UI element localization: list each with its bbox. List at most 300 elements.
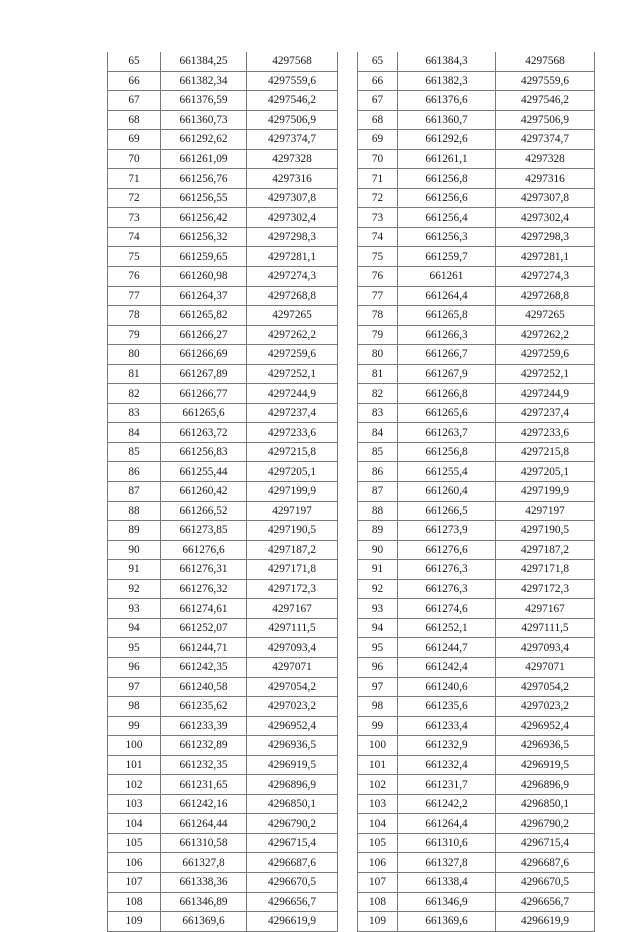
table-row <box>358 892 595 912</box>
y-coordinate-cell: 4297171,8 <box>247 560 338 580</box>
point-number-cell: 85 <box>358 442 398 462</box>
y-coordinate-cell: 4297199,9 <box>496 482 595 502</box>
x-coordinate-cell: 661256,8 <box>398 169 496 189</box>
y-coordinate-cell: 4297187,2 <box>247 540 338 560</box>
point-number-cell: 93 <box>358 599 398 619</box>
table-row <box>108 912 338 932</box>
x-coordinate-cell: 661235,62 <box>161 697 247 717</box>
y-coordinate-cell: 4297054,2 <box>247 677 338 697</box>
point-number-cell: 109 <box>108 912 161 932</box>
table-row <box>358 599 595 619</box>
x-coordinate-cell: 661263,7 <box>398 423 496 443</box>
table-row <box>358 462 595 482</box>
point-number-cell: 97 <box>108 677 161 697</box>
y-coordinate-cell: 4297093,4 <box>496 638 595 658</box>
x-coordinate-cell: 661256,55 <box>161 188 247 208</box>
point-number-cell: 74 <box>358 227 398 247</box>
y-coordinate-cell: 4297328 <box>247 149 338 169</box>
x-coordinate-cell: 661264,44 <box>161 814 247 834</box>
x-coordinate-cell: 661235,6 <box>398 697 496 717</box>
coordinates-table-left <box>107 52 338 932</box>
x-coordinate-cell: 661233,39 <box>161 716 247 736</box>
y-coordinate-cell: 4297328 <box>496 149 595 169</box>
point-number-cell: 92 <box>358 579 398 599</box>
table-row <box>358 130 595 150</box>
table-row <box>108 286 338 306</box>
y-coordinate-cell: 4297281,1 <box>247 247 338 267</box>
table-row <box>358 149 595 169</box>
coordinates-table-right <box>357 52 595 932</box>
x-coordinate-cell: 661256,6 <box>398 188 496 208</box>
x-coordinate-cell: 661256,76 <box>161 169 247 189</box>
x-coordinate-cell: 661252,07 <box>161 618 247 638</box>
y-coordinate-cell: 4296936,5 <box>247 736 338 756</box>
table-row <box>358 833 595 853</box>
point-number-cell: 104 <box>108 814 161 834</box>
table-row <box>358 384 595 404</box>
x-coordinate-cell: 661265,8 <box>398 306 496 326</box>
point-number-cell: 102 <box>108 775 161 795</box>
point-number-cell: 101 <box>108 755 161 775</box>
point-number-cell: 104 <box>358 814 398 834</box>
x-coordinate-cell: 661382,3 <box>398 71 496 91</box>
point-number-cell: 73 <box>358 208 398 228</box>
point-number-cell: 98 <box>358 697 398 717</box>
table-row <box>358 560 595 580</box>
table-row <box>108 482 338 502</box>
table-row <box>108 716 338 736</box>
point-number-cell: 94 <box>108 618 161 638</box>
table-row <box>108 540 338 560</box>
point-number-cell: 86 <box>108 462 161 482</box>
point-number-cell: 79 <box>108 325 161 345</box>
point-number-cell: 70 <box>108 149 161 169</box>
table-row <box>108 345 338 365</box>
point-number-cell: 76 <box>108 267 161 287</box>
table-row <box>108 872 338 892</box>
y-coordinate-cell: 4297197 <box>496 501 595 521</box>
point-number-cell: 99 <box>358 716 398 736</box>
y-coordinate-cell: 4297298,3 <box>247 227 338 247</box>
x-coordinate-cell: 661252,1 <box>398 618 496 638</box>
x-coordinate-cell: 661266,52 <box>161 501 247 521</box>
y-coordinate-cell: 4297171,8 <box>496 560 595 580</box>
point-number-cell: 98 <box>108 697 161 717</box>
x-coordinate-cell: 661264,4 <box>398 286 496 306</box>
point-number-cell: 87 <box>108 482 161 502</box>
table-row <box>108 677 338 697</box>
point-number-cell: 95 <box>108 638 161 658</box>
y-coordinate-cell: 4297568 <box>496 52 595 71</box>
point-number-cell: 101 <box>358 755 398 775</box>
table-row <box>108 52 338 71</box>
table-row <box>358 736 595 756</box>
x-coordinate-cell: 661242,16 <box>161 794 247 814</box>
x-coordinate-cell: 661266,7 <box>398 345 496 365</box>
table-row <box>358 912 595 932</box>
x-coordinate-cell: 661266,69 <box>161 345 247 365</box>
table-row <box>358 169 595 189</box>
table-row <box>108 71 338 91</box>
y-coordinate-cell: 4297307,8 <box>496 188 595 208</box>
point-number-cell: 66 <box>108 71 161 91</box>
x-coordinate-cell: 661265,6 <box>398 403 496 423</box>
x-coordinate-cell: 661267,9 <box>398 364 496 384</box>
y-coordinate-cell: 4297568 <box>247 52 338 71</box>
y-coordinate-cell: 4297268,8 <box>247 286 338 306</box>
point-number-cell: 86 <box>358 462 398 482</box>
y-coordinate-cell: 4297274,3 <box>496 267 595 287</box>
y-coordinate-cell: 4296896,9 <box>247 775 338 795</box>
table-row <box>108 247 338 267</box>
y-coordinate-cell: 4296715,4 <box>496 833 595 853</box>
x-coordinate-cell: 661267,89 <box>161 364 247 384</box>
y-coordinate-cell: 4296619,9 <box>496 912 595 932</box>
y-coordinate-cell: 4297281,1 <box>496 247 595 267</box>
point-number-cell: 83 <box>358 403 398 423</box>
x-coordinate-cell: 661265,6 <box>161 403 247 423</box>
point-number-cell: 102 <box>358 775 398 795</box>
point-number-cell: 81 <box>108 364 161 384</box>
x-coordinate-cell: 661276,3 <box>398 560 496 580</box>
y-coordinate-cell: 4297265 <box>247 306 338 326</box>
x-coordinate-cell: 661292,62 <box>161 130 247 150</box>
point-number-cell: 67 <box>358 91 398 111</box>
table-row <box>358 872 595 892</box>
x-coordinate-cell: 661274,61 <box>161 599 247 619</box>
table-row <box>358 618 595 638</box>
table-row <box>358 501 595 521</box>
point-number-cell: 109 <box>358 912 398 932</box>
table-row <box>358 91 595 111</box>
point-number-cell: 95 <box>358 638 398 658</box>
y-coordinate-cell: 4296952,4 <box>496 716 595 736</box>
table-row <box>358 638 595 658</box>
point-number-cell: 105 <box>358 833 398 853</box>
point-number-cell: 108 <box>108 892 161 912</box>
point-number-cell: 80 <box>108 345 161 365</box>
point-number-cell: 76 <box>358 267 398 287</box>
table-row <box>358 247 595 267</box>
y-coordinate-cell: 4297190,5 <box>247 521 338 541</box>
x-coordinate-cell: 661369,6 <box>161 912 247 932</box>
table-row <box>358 286 595 306</box>
x-coordinate-cell: 661256,83 <box>161 442 247 462</box>
x-coordinate-cell: 661310,58 <box>161 833 247 853</box>
y-coordinate-cell: 4296687,6 <box>247 853 338 873</box>
x-coordinate-cell: 661360,7 <box>398 110 496 130</box>
point-number-cell: 107 <box>358 872 398 892</box>
table-row <box>108 188 338 208</box>
y-coordinate-cell: 4296790,2 <box>247 814 338 834</box>
y-coordinate-cell: 4297259,6 <box>247 345 338 365</box>
table-row <box>108 501 338 521</box>
y-coordinate-cell: 4297265 <box>496 306 595 326</box>
point-number-cell: 84 <box>108 423 161 443</box>
table-row <box>358 755 595 775</box>
x-coordinate-cell: 661346,89 <box>161 892 247 912</box>
y-coordinate-cell: 4296919,5 <box>247 755 338 775</box>
x-coordinate-cell: 661261,09 <box>161 149 247 169</box>
table-row <box>108 697 338 717</box>
y-coordinate-cell: 4297172,3 <box>247 579 338 599</box>
y-coordinate-cell: 4296952,4 <box>247 716 338 736</box>
point-number-cell: 100 <box>358 736 398 756</box>
point-number-cell: 97 <box>358 677 398 697</box>
y-coordinate-cell: 4296790,2 <box>496 814 595 834</box>
table-row <box>358 227 595 247</box>
table-row <box>108 169 338 189</box>
y-coordinate-cell: 4296850,1 <box>247 794 338 814</box>
x-coordinate-cell: 661263,72 <box>161 423 247 443</box>
x-coordinate-cell: 661266,8 <box>398 384 496 404</box>
point-number-cell: 89 <box>108 521 161 541</box>
x-coordinate-cell: 661231,7 <box>398 775 496 795</box>
y-coordinate-cell: 4297233,6 <box>247 423 338 443</box>
x-coordinate-cell: 661233,4 <box>398 716 496 736</box>
x-coordinate-cell: 661260,42 <box>161 482 247 502</box>
y-coordinate-cell: 4297546,2 <box>496 91 595 111</box>
x-coordinate-cell: 661276,31 <box>161 560 247 580</box>
table-row <box>358 853 595 873</box>
table-row <box>358 442 595 462</box>
table-row <box>358 306 595 326</box>
x-coordinate-cell: 661232,89 <box>161 736 247 756</box>
x-coordinate-cell: 661274,6 <box>398 599 496 619</box>
y-coordinate-cell: 4297559,6 <box>496 71 595 91</box>
x-coordinate-cell: 661327,8 <box>161 853 247 873</box>
x-coordinate-cell: 661232,9 <box>398 736 496 756</box>
table-row <box>108 325 338 345</box>
table-row <box>108 267 338 287</box>
y-coordinate-cell: 4297172,3 <box>496 579 595 599</box>
table-row <box>108 599 338 619</box>
y-coordinate-cell: 4297111,5 <box>247 618 338 638</box>
point-number-cell: 103 <box>358 794 398 814</box>
x-coordinate-cell: 661242,4 <box>398 657 496 677</box>
table-row <box>108 384 338 404</box>
table-row <box>108 618 338 638</box>
table-body <box>358 52 595 931</box>
table-row <box>108 227 338 247</box>
table-row <box>358 814 595 834</box>
y-coordinate-cell: 4297215,8 <box>496 442 595 462</box>
x-coordinate-cell: 661338,4 <box>398 872 496 892</box>
point-number-cell: 96 <box>358 657 398 677</box>
x-coordinate-cell: 661256,42 <box>161 208 247 228</box>
point-number-cell: 71 <box>108 169 161 189</box>
point-number-cell: 65 <box>108 52 161 71</box>
x-coordinate-cell: 661231,65 <box>161 775 247 795</box>
y-coordinate-cell: 4297023,2 <box>247 697 338 717</box>
x-coordinate-cell: 661255,4 <box>398 462 496 482</box>
point-number-cell: 99 <box>108 716 161 736</box>
y-coordinate-cell: 4297298,3 <box>496 227 595 247</box>
y-coordinate-cell: 4296850,1 <box>496 794 595 814</box>
table-row <box>108 403 338 423</box>
x-coordinate-cell: 661242,2 <box>398 794 496 814</box>
point-number-cell: 68 <box>108 110 161 130</box>
x-coordinate-cell: 661266,77 <box>161 384 247 404</box>
point-number-cell: 77 <box>108 286 161 306</box>
point-number-cell: 90 <box>358 540 398 560</box>
x-coordinate-cell: 661266,27 <box>161 325 247 345</box>
point-number-cell: 81 <box>358 364 398 384</box>
point-number-cell: 72 <box>358 188 398 208</box>
x-coordinate-cell: 661240,58 <box>161 677 247 697</box>
point-number-cell: 73 <box>108 208 161 228</box>
point-number-cell: 84 <box>358 423 398 443</box>
table-body <box>108 52 338 931</box>
x-coordinate-cell: 661327,8 <box>398 853 496 873</box>
table-row <box>358 677 595 697</box>
y-coordinate-cell: 4297506,9 <box>247 110 338 130</box>
y-coordinate-cell: 4297167 <box>247 599 338 619</box>
x-coordinate-cell: 661376,59 <box>161 91 247 111</box>
x-coordinate-cell: 661266,5 <box>398 501 496 521</box>
x-coordinate-cell: 661310,6 <box>398 833 496 853</box>
table-row <box>108 833 338 853</box>
table-row <box>358 540 595 560</box>
table-row <box>108 521 338 541</box>
y-coordinate-cell: 4297071 <box>496 657 595 677</box>
point-number-cell: 72 <box>108 188 161 208</box>
point-number-cell: 85 <box>108 442 161 462</box>
table-row <box>108 775 338 795</box>
x-coordinate-cell: 661242,35 <box>161 657 247 677</box>
y-coordinate-cell: 4296656,7 <box>247 892 338 912</box>
y-coordinate-cell: 4297506,9 <box>496 110 595 130</box>
y-coordinate-cell: 4297268,8 <box>496 286 595 306</box>
table-row <box>358 697 595 717</box>
point-number-cell: 91 <box>358 560 398 580</box>
y-coordinate-cell: 4297374,7 <box>496 130 595 150</box>
x-coordinate-cell: 661232,35 <box>161 755 247 775</box>
point-number-cell: 74 <box>108 227 161 247</box>
x-coordinate-cell: 661232,4 <box>398 755 496 775</box>
y-coordinate-cell: 4297244,9 <box>496 384 595 404</box>
x-coordinate-cell: 661384,25 <box>161 52 247 71</box>
point-number-cell: 75 <box>358 247 398 267</box>
x-coordinate-cell: 661261,1 <box>398 149 496 169</box>
point-number-cell: 94 <box>358 618 398 638</box>
table-row <box>358 208 595 228</box>
table-row <box>358 71 595 91</box>
y-coordinate-cell: 4297205,1 <box>496 462 595 482</box>
y-coordinate-cell: 4297111,5 <box>496 618 595 638</box>
y-coordinate-cell: 4297252,1 <box>496 364 595 384</box>
point-number-cell: 100 <box>108 736 161 756</box>
y-coordinate-cell: 4296715,4 <box>247 833 338 853</box>
point-number-cell: 69 <box>358 130 398 150</box>
point-number-cell: 78 <box>108 306 161 326</box>
y-coordinate-cell: 4297187,2 <box>496 540 595 560</box>
y-coordinate-cell: 4297252,1 <box>247 364 338 384</box>
x-coordinate-cell: 661369,6 <box>398 912 496 932</box>
table-row <box>358 521 595 541</box>
table-row <box>358 482 595 502</box>
point-number-cell: 89 <box>358 521 398 541</box>
point-number-cell: 88 <box>358 501 398 521</box>
point-number-cell: 91 <box>108 560 161 580</box>
y-coordinate-cell: 4296656,7 <box>496 892 595 912</box>
point-number-cell: 75 <box>108 247 161 267</box>
point-number-cell: 105 <box>108 833 161 853</box>
x-coordinate-cell: 661256,32 <box>161 227 247 247</box>
y-coordinate-cell: 4297262,2 <box>247 325 338 345</box>
point-number-cell: 92 <box>108 579 161 599</box>
point-number-cell: 83 <box>108 403 161 423</box>
point-number-cell: 88 <box>108 501 161 521</box>
table-row <box>108 442 338 462</box>
y-coordinate-cell: 4297259,6 <box>496 345 595 365</box>
table-row <box>358 794 595 814</box>
y-coordinate-cell: 4297233,6 <box>496 423 595 443</box>
y-coordinate-cell: 4297054,2 <box>496 677 595 697</box>
x-coordinate-cell: 661338,36 <box>161 872 247 892</box>
y-coordinate-cell: 4297237,4 <box>247 403 338 423</box>
x-coordinate-cell: 661255,44 <box>161 462 247 482</box>
y-coordinate-cell: 4297167 <box>496 599 595 619</box>
point-number-cell: 106 <box>108 853 161 873</box>
x-coordinate-cell: 661276,6 <box>161 540 247 560</box>
x-coordinate-cell: 661244,7 <box>398 638 496 658</box>
table-row <box>358 423 595 443</box>
x-coordinate-cell: 661261 <box>398 267 496 287</box>
x-coordinate-cell: 661276,32 <box>161 579 247 599</box>
x-coordinate-cell: 661273,9 <box>398 521 496 541</box>
y-coordinate-cell: 4297307,8 <box>247 188 338 208</box>
point-number-cell: 71 <box>358 169 398 189</box>
table-row <box>108 306 338 326</box>
x-coordinate-cell: 661240,6 <box>398 677 496 697</box>
point-number-cell: 107 <box>108 872 161 892</box>
x-coordinate-cell: 661292,6 <box>398 130 496 150</box>
point-number-cell: 90 <box>108 540 161 560</box>
y-coordinate-cell: 4297215,8 <box>247 442 338 462</box>
table-row <box>358 364 595 384</box>
x-coordinate-cell: 661259,7 <box>398 247 496 267</box>
table-row <box>358 110 595 130</box>
point-number-cell: 68 <box>358 110 398 130</box>
point-number-cell: 70 <box>358 149 398 169</box>
y-coordinate-cell: 4297199,9 <box>247 482 338 502</box>
x-coordinate-cell: 661256,8 <box>398 442 496 462</box>
x-coordinate-cell: 661260,98 <box>161 267 247 287</box>
table-row <box>108 814 338 834</box>
point-number-cell: 82 <box>358 384 398 404</box>
y-coordinate-cell: 4297023,2 <box>496 697 595 717</box>
y-coordinate-cell: 4297237,4 <box>496 403 595 423</box>
table-row <box>358 579 595 599</box>
y-coordinate-cell: 4297244,9 <box>247 384 338 404</box>
table-row <box>108 853 338 873</box>
point-number-cell: 106 <box>358 853 398 873</box>
x-coordinate-cell: 661260,4 <box>398 482 496 502</box>
y-coordinate-cell: 4297274,3 <box>247 267 338 287</box>
y-coordinate-cell: 4297302,4 <box>496 208 595 228</box>
y-coordinate-cell: 4297316 <box>496 169 595 189</box>
table-row <box>358 345 595 365</box>
y-coordinate-cell: 4297262,2 <box>496 325 595 345</box>
table-row <box>358 325 595 345</box>
point-number-cell: 77 <box>358 286 398 306</box>
table-row <box>108 364 338 384</box>
x-coordinate-cell: 661259,65 <box>161 247 247 267</box>
y-coordinate-cell: 4296670,5 <box>247 872 338 892</box>
table-row <box>108 560 338 580</box>
x-coordinate-cell: 661266,3 <box>398 325 496 345</box>
